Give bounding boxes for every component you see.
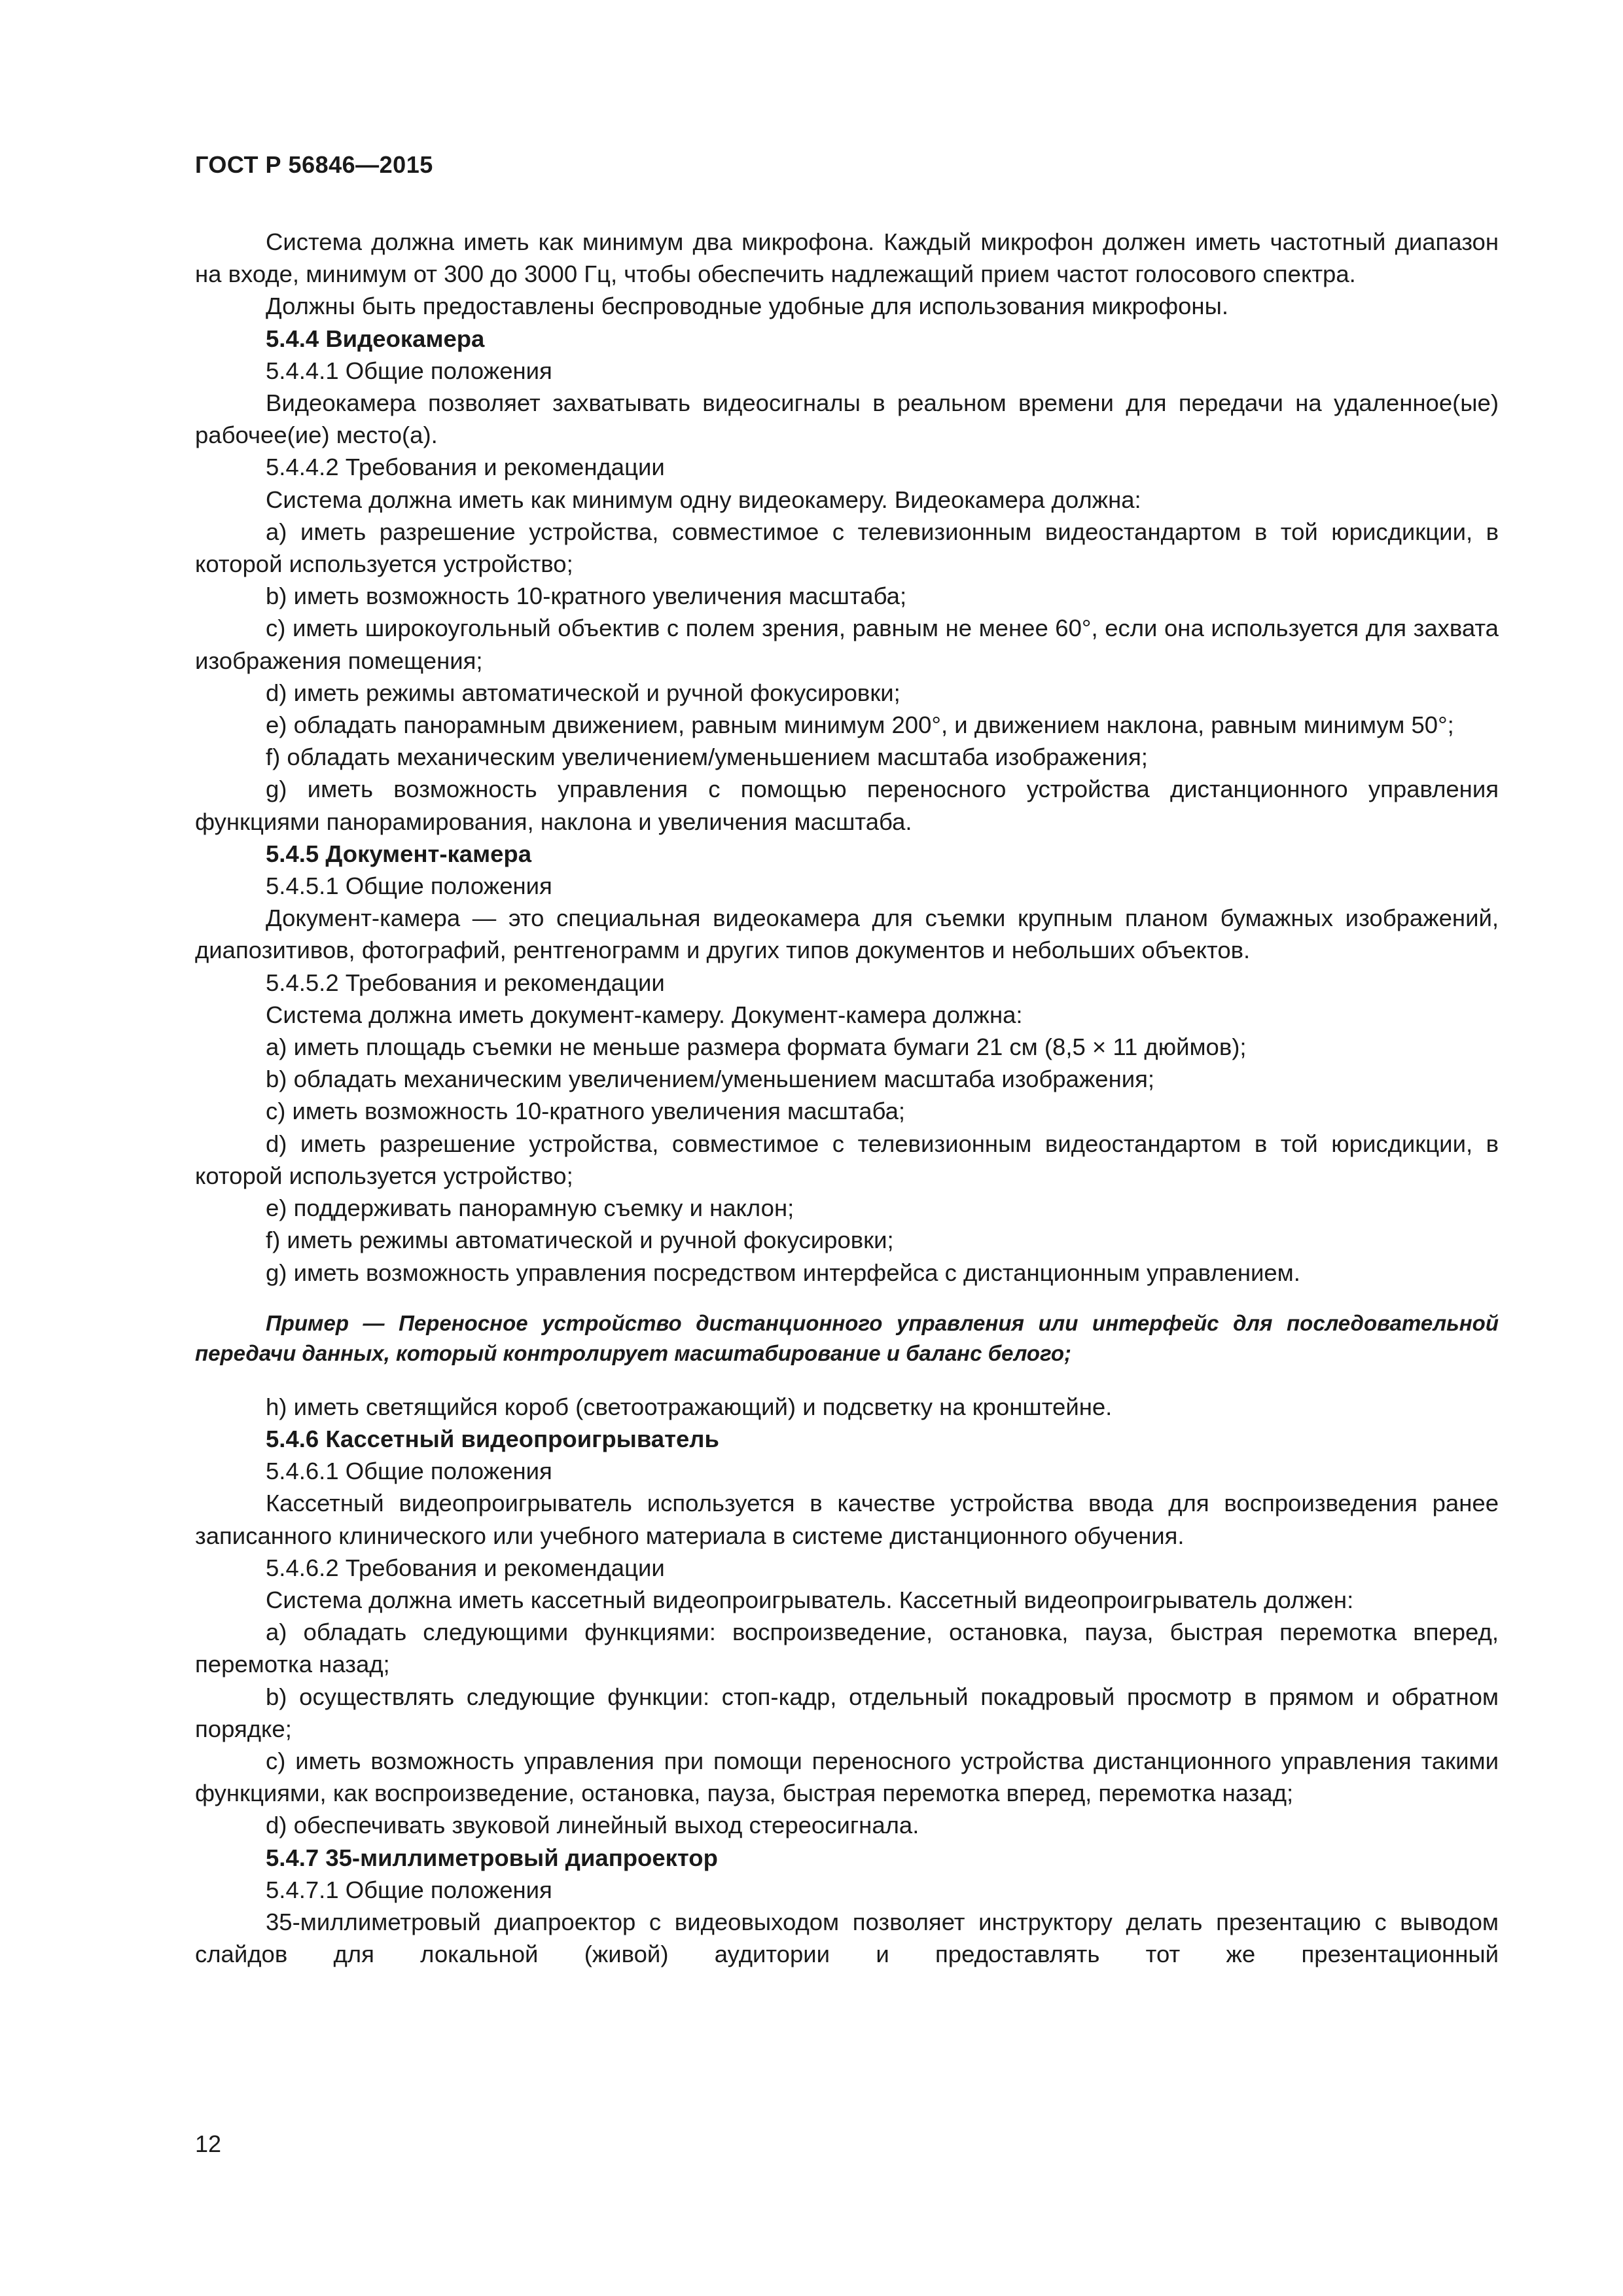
section-heading: 5.4.6 Кассетный видеопроигрыватель [266, 1425, 719, 1452]
body-paragraph: 5.4.7.1 Общие положения [266, 1876, 552, 1903]
body-paragraph: Должны быть предоставлены беспроводные удобные для использования микрофоны. [266, 293, 1228, 320]
body-paragraph: а) иметь площадь съемки не меньше размера формата бумаги 21 см (8,5 × 11 дюймов); [266, 1033, 1247, 1061]
page-header-doc-code: ГОСТ Р 56846—2015 [195, 151, 433, 178]
document-body [195, 226, 1499, 1970]
body-paragraph: c) иметь возможность управления при помощи переносного устройства дистанционного управления такими функциями, как воспроизведение, остановка, пауза, быстрая перемотка вперед, перемотка назад; [195, 1747, 1499, 1807]
body-paragraph: 5.4.6.1 Общие положения [266, 1458, 552, 1485]
body-paragraph: а) иметь разрешение устройства, совместимое с телевизионным видеостандартом в той юрисдикции, в которой используется устройство; [195, 518, 1499, 578]
body-paragraph: 35-миллиметровый диапроектор с видеовыходом позволяет инструктору делать презентацию с выводом слайдов для локальной (живой) аудитории и предоставлять тот же презентационный [195, 1908, 1499, 1968]
body-paragraph: 5.4.5.1 Общие положения [266, 872, 552, 900]
body-paragraph: f) иметь режимы автоматической и ручной фокусировки; [266, 1227, 894, 1254]
body-paragraph: e) поддерживать панорамную съемку и наклон; [266, 1194, 794, 1222]
body-paragraph: c) иметь возможность 10-кратного увеличения масштаба; [266, 1098, 906, 1125]
body-paragraph: 5.4.5.2 Требования и рекомендации [266, 969, 665, 996]
body-paragraph: e) обладать панорамным движением, равным минимум 200°, и движением наклона, равным минимум 50°; [266, 711, 1454, 739]
body-paragraph: а) обладать следующими функциями: воспроизведение, остановка, пауза, быстрая перемотка вперед, перемотка назад; [195, 1619, 1499, 1678]
body-paragraph: 5.4.4.1 Общие положения [266, 357, 552, 384]
body-paragraph: Система должна иметь как минимум два микрофона. Каждый микрофон должен иметь частотный диапазон на входе, минимум от 300 до 3000 Гц, чтобы обеспечить надлежащий прием частот голосового спектра. [195, 228, 1499, 288]
body-paragraph: Видеокамера позволяет захватывать видеосигналы в реальном времени для передачи на удаленное(ые) рабочее(ие) место(а). [195, 389, 1499, 449]
page-number: 12 [195, 2130, 222, 2157]
body-paragraph: d) иметь разрешение устройства, совместимое с телевизионным видеостандартом в той юрисдикции, в которой используется устройство; [195, 1130, 1499, 1189]
body-paragraph: 5.4.6.2 Требования и рекомендации [266, 1554, 665, 1581]
body-paragraph: 5.4.4.2 Требования и рекомендации [266, 454, 665, 481]
body-paragraph: f) обладать механическим увеличением/уменьшением масштаба изображения; [266, 744, 1148, 771]
section-heading: 5.4.4 Видеокамера [266, 325, 485, 352]
body-paragraph: b) обладать механическим увеличением/уменьшением масштаба изображения; [266, 1066, 1155, 1093]
body-paragraph: g) иметь возможность управления с помощью переносного устройства дистанционного управления функциями панорамирования, наклона и увеличения масштаба. [195, 776, 1499, 835]
body-paragraph: b) осуществлять следующие функции: стоп-кадр, отдельный покадровый просмотр в прямом и обратном порядке; [195, 1683, 1499, 1742]
body-paragraph: Кассетный видеопроигрыватель используется в качестве устройства ввода для воспроизведения ранее записанного клинического или учебного материала в системе дистанционного обучения. [195, 1490, 1499, 1549]
example-note: Пример — Переносное устройство дистанционного управления или интерфейс для последовательной передачи данных, который контролирует масштабирование и баланс белого; [195, 1310, 1499, 1365]
body-paragraph: Система должна иметь документ-камеру. Документ-камера должна: [266, 1001, 1023, 1028]
section-heading: 5.4.7 35-миллиметровый диапроектор [266, 1844, 718, 1871]
body-paragraph: Документ-камера — это специальная видеокамера для съемки крупным планом бумажных изображений, диапозитивов, фотографий, рентгенограмм и других типов документов и небольших объектов. [195, 905, 1499, 964]
body-paragraph: b) иметь возможность 10-кратного увеличения масштаба; [266, 583, 907, 610]
body-paragraph: Система должна иметь как минимум одну видеокамеру. Видеокамера должна: [266, 486, 1141, 513]
body-paragraph: d) иметь режимы автоматической и ручной фокусировки; [266, 679, 901, 706]
body-paragraph: c) иметь широкоугольный объектив с полем зрения, равным не менее 60°, если она используется для захвата изображения помещения; [195, 615, 1499, 674]
body-paragraph: g) иметь возможность управления посредством интерфейса с дистанционным управлением. [266, 1259, 1300, 1286]
section-heading: 5.4.5 Документ-камера [266, 840, 531, 867]
body-paragraph: h) иметь светящийся короб (светоотражающий) и подсветку на кронштейне. [266, 1393, 1113, 1420]
body-paragraph: d) обеспечивать звуковой линейный выход стереосигнала. [266, 1812, 919, 1839]
body-paragraph: Система должна иметь кассетный видеопроигрыватель. Кассетный видеопроигрыватель должен: [266, 1586, 1354, 1613]
